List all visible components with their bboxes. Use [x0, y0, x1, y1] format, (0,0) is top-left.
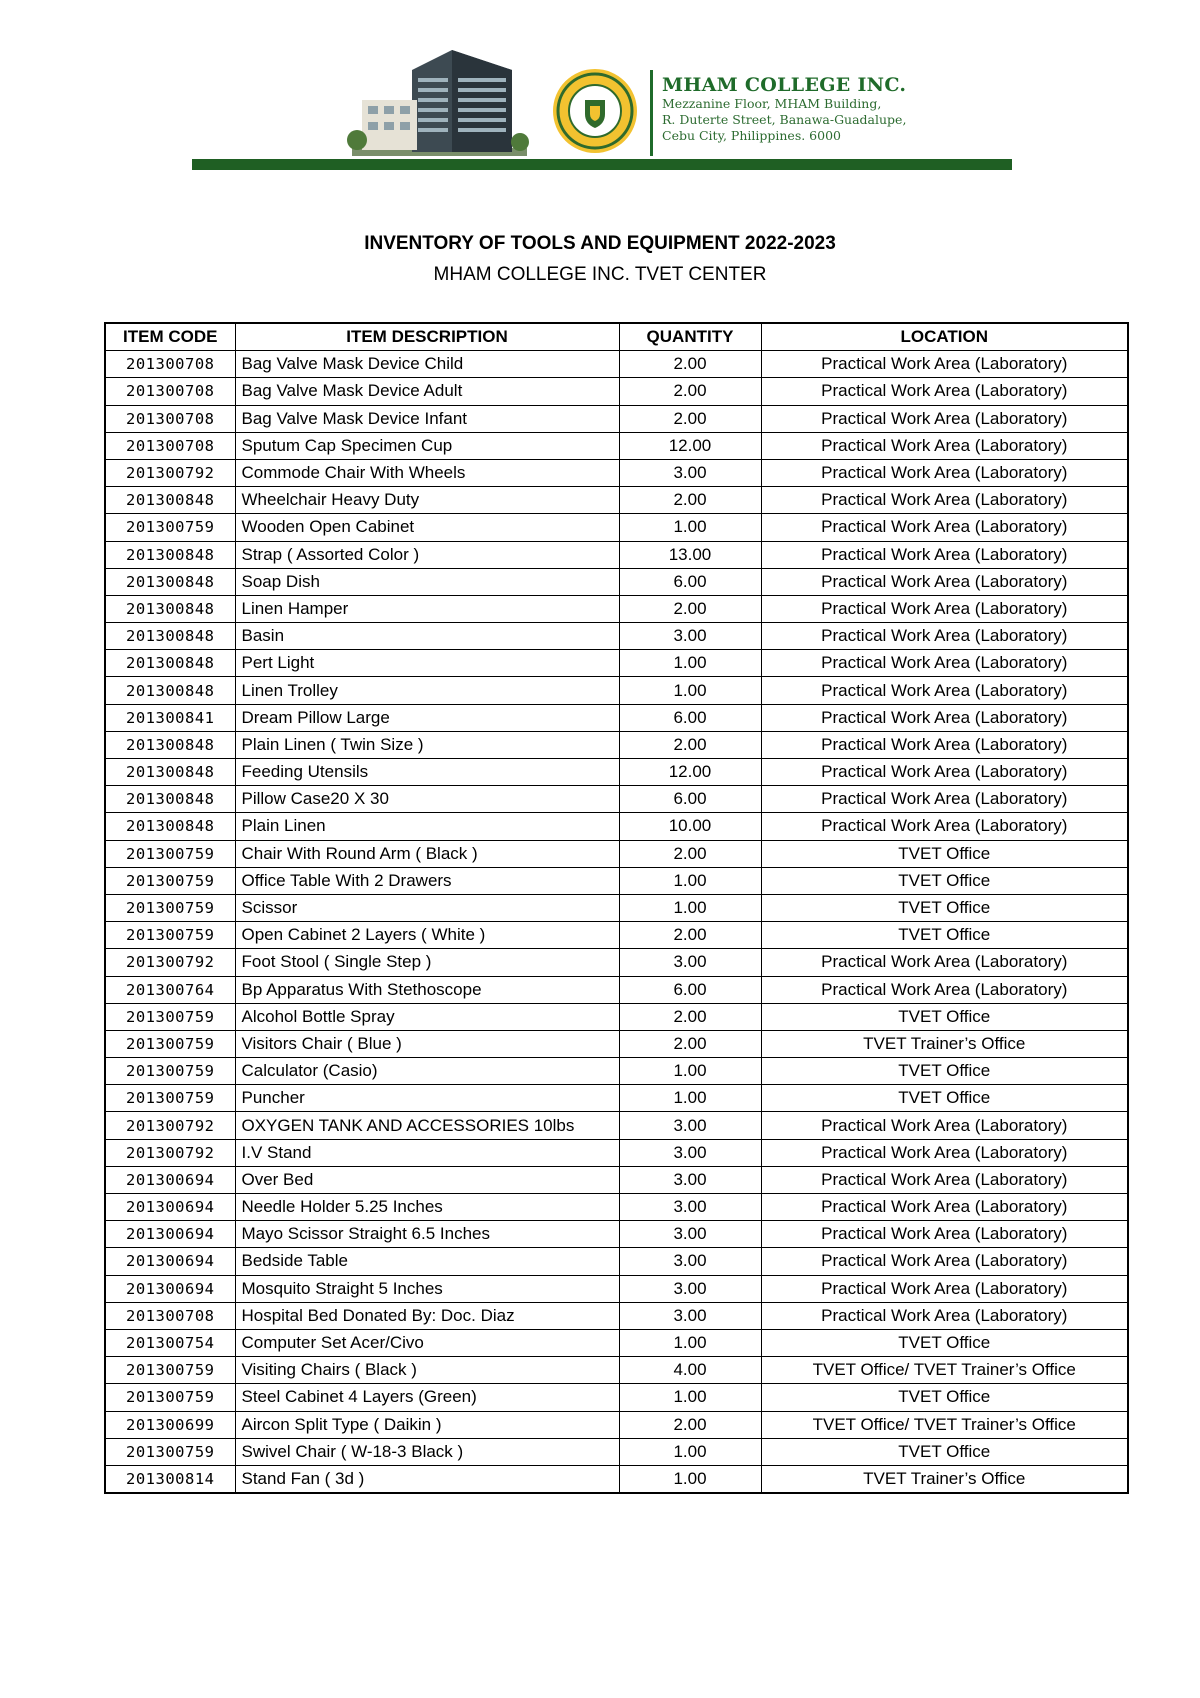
- location-cell: Practical Work Area (Laboratory): [761, 487, 1128, 514]
- quantity-cell: 6.00: [619, 704, 761, 731]
- table-row: [105, 813, 1128, 840]
- location-cell: Practical Work Area (Laboratory): [761, 813, 1128, 840]
- table-row: [105, 840, 1128, 867]
- table-row: [105, 1384, 1128, 1411]
- quantity-cell: 3.00: [619, 1275, 761, 1302]
- location-cell: Practical Work Area (Laboratory): [761, 595, 1128, 622]
- location-cell: TVET Office: [761, 1003, 1128, 1030]
- letterhead-green-bar: [192, 159, 1012, 170]
- location-cell: TVET Office: [761, 1384, 1128, 1411]
- table-row: [105, 568, 1128, 595]
- item-code-cell: 201300848: [105, 813, 235, 840]
- item-code-cell: 201300759: [105, 1438, 235, 1465]
- item-description-cell: Office Table With 2 Drawers: [235, 867, 619, 894]
- item-description-cell: Mayo Scissor Straight 6.5 Inches: [235, 1221, 619, 1248]
- item-code-cell: 201300708: [105, 432, 235, 459]
- item-code-cell: 201300694: [105, 1221, 235, 1248]
- table-header-row: [105, 323, 1128, 351]
- location-cell: Practical Work Area (Laboratory): [761, 568, 1128, 595]
- table-row: [105, 1302, 1128, 1329]
- quantity-cell: 1.00: [619, 650, 761, 677]
- item-code-cell: 201300759: [105, 894, 235, 921]
- item-code-cell: 201300848: [105, 731, 235, 758]
- item-code-cell: 201300814: [105, 1465, 235, 1493]
- table-row: [105, 541, 1128, 568]
- building-image: [342, 30, 532, 160]
- table-row: [105, 623, 1128, 650]
- item-description-cell: Steel Cabinet 4 Layers (Green): [235, 1384, 619, 1411]
- item-code-cell: 201300848: [105, 568, 235, 595]
- item-code-cell: 201300759: [105, 1384, 235, 1411]
- table-row: [105, 949, 1128, 976]
- table-row: [105, 405, 1128, 432]
- table-row: [105, 1221, 1128, 1248]
- table-row: [105, 1248, 1128, 1275]
- item-code-cell: 201300848: [105, 650, 235, 677]
- item-description-cell: Mosquito Straight 5 Inches: [235, 1275, 619, 1302]
- location-cell: TVET Office: [761, 1058, 1128, 1085]
- item-description-cell: Computer Set Acer/Civo: [235, 1329, 619, 1356]
- location-cell: TVET Office: [761, 894, 1128, 921]
- item-code-cell: 201300848: [105, 623, 235, 650]
- location-cell: Practical Work Area (Laboratory): [761, 514, 1128, 541]
- header-item-description: ITEM DESCRIPTION: [235, 323, 619, 351]
- item-description-cell: Linen Trolley: [235, 677, 619, 704]
- document-title: INVENTORY OF TOOLS AND EQUIPMENT 2022-2023: [364, 233, 836, 254]
- quantity-cell: 1.00: [619, 1058, 761, 1085]
- quantity-cell: 2.00: [619, 405, 761, 432]
- table-row: [105, 894, 1128, 921]
- item-description-cell: Wheelchair Heavy Duty: [235, 487, 619, 514]
- item-code-cell: 201300792: [105, 1112, 235, 1139]
- item-description-cell: Plain Linen: [235, 813, 619, 840]
- location-cell: Practical Work Area (Laboratory): [761, 1139, 1128, 1166]
- quantity-cell: 12.00: [619, 432, 761, 459]
- item-description-cell: Swivel Chair ( W-18-3 Black ): [235, 1438, 619, 1465]
- item-description-cell: Bag Valve Mask Device Adult: [235, 378, 619, 405]
- quantity-cell: 3.00: [619, 1302, 761, 1329]
- item-code-cell: 201300694: [105, 1248, 235, 1275]
- item-code-cell: 201300759: [105, 1030, 235, 1057]
- table-row: [105, 1003, 1128, 1030]
- location-cell: Practical Work Area (Laboratory): [761, 731, 1128, 758]
- table-row: [105, 1112, 1128, 1139]
- item-description-cell: Visitors Chair ( Blue ): [235, 1030, 619, 1057]
- item-code-cell: 201300699: [105, 1411, 235, 1438]
- item-code-cell: 201300759: [105, 867, 235, 894]
- quantity-cell: 3.00: [619, 1248, 761, 1275]
- table-row: [105, 432, 1128, 459]
- location-cell: Practical Work Area (Laboratory): [761, 1275, 1128, 1302]
- table-row: [105, 487, 1128, 514]
- location-cell: TVET Trainer’s Office: [761, 1030, 1128, 1057]
- table-row: [105, 595, 1128, 622]
- location-cell: Practical Work Area (Laboratory): [761, 677, 1128, 704]
- address-line-3: Cebu City, Philippines. 6000: [662, 128, 841, 143]
- location-cell: Practical Work Area (Laboratory): [761, 976, 1128, 1003]
- item-description-cell: Visiting Chairs ( Black ): [235, 1357, 619, 1384]
- item-description-cell: Bag Valve Mask Device Infant: [235, 405, 619, 432]
- table-row: [105, 650, 1128, 677]
- item-code-cell: 201300759: [105, 840, 235, 867]
- item-description-cell: Bedside Table: [235, 1248, 619, 1275]
- table-row: [105, 514, 1128, 541]
- item-code-cell: 201300708: [105, 351, 235, 378]
- table-row: [105, 351, 1128, 378]
- item-description-cell: Needle Holder 5.25 Inches: [235, 1194, 619, 1221]
- quantity-cell: 2.00: [619, 731, 761, 758]
- item-description-cell: Aircon Split Type ( Daikin ): [235, 1411, 619, 1438]
- quantity-cell: 1.00: [619, 1465, 761, 1493]
- quantity-cell: 12.00: [619, 759, 761, 786]
- item-description-cell: Scissor: [235, 894, 619, 921]
- item-description-cell: Puncher: [235, 1085, 619, 1112]
- item-code-cell: 201300759: [105, 1357, 235, 1384]
- quantity-cell: 2.00: [619, 1003, 761, 1030]
- item-code-cell: 201300694: [105, 1194, 235, 1221]
- table-row: [105, 1085, 1128, 1112]
- quantity-cell: 2.00: [619, 487, 761, 514]
- item-description-cell: Linen Hamper: [235, 595, 619, 622]
- location-cell: TVET Trainer’s Office: [761, 1465, 1128, 1493]
- quantity-cell: 3.00: [619, 1221, 761, 1248]
- item-description-cell: Chair With Round Arm ( Black ): [235, 840, 619, 867]
- item-description-cell: Strap ( Assorted Color ): [235, 541, 619, 568]
- item-description-cell: I.V Stand: [235, 1139, 619, 1166]
- quantity-cell: 2.00: [619, 922, 761, 949]
- location-cell: Practical Work Area (Laboratory): [761, 786, 1128, 813]
- letterhead-divider: [650, 70, 653, 156]
- location-cell: Practical Work Area (Laboratory): [761, 1248, 1128, 1275]
- location-cell: Practical Work Area (Laboratory): [761, 623, 1128, 650]
- item-code-cell: 201300708: [105, 405, 235, 432]
- location-cell: Practical Work Area (Laboratory): [761, 432, 1128, 459]
- location-cell: Practical Work Area (Laboratory): [761, 650, 1128, 677]
- item-code-cell: 201300792: [105, 459, 235, 486]
- table-row: [105, 1329, 1128, 1356]
- table-row: [105, 786, 1128, 813]
- quantity-cell: 10.00: [619, 813, 761, 840]
- item-code-cell: 201300759: [105, 1085, 235, 1112]
- table-row: [105, 459, 1128, 486]
- item-code-cell: 201300754: [105, 1329, 235, 1356]
- quantity-cell: 4.00: [619, 1357, 761, 1384]
- item-description-cell: Bag Valve Mask Device Child: [235, 351, 619, 378]
- college-name: MHAM COLLEGE INC.: [662, 74, 907, 96]
- quantity-cell: 3.00: [619, 1112, 761, 1139]
- location-cell: Practical Work Area (Laboratory): [761, 704, 1128, 731]
- location-cell: TVET Office: [761, 1085, 1128, 1112]
- table-row: [105, 922, 1128, 949]
- item-description-cell: Stand Fan ( 3d ): [235, 1465, 619, 1493]
- quantity-cell: 1.00: [619, 1438, 761, 1465]
- quantity-cell: 2.00: [619, 351, 761, 378]
- header-item-code: ITEM CODE: [105, 323, 235, 351]
- item-code-cell: 201300848: [105, 759, 235, 786]
- item-description-cell: Alcohol Bottle Spray: [235, 1003, 619, 1030]
- location-cell: TVET Office: [761, 867, 1128, 894]
- item-code-cell: 201300759: [105, 922, 235, 949]
- table-row: [105, 1030, 1128, 1057]
- location-cell: Practical Work Area (Laboratory): [761, 1194, 1128, 1221]
- item-description-cell: Over Bed: [235, 1166, 619, 1193]
- item-description-cell: Soap Dish: [235, 568, 619, 595]
- item-description-cell: Pillow Case20 X 30: [235, 786, 619, 813]
- location-cell: Practical Work Area (Laboratory): [761, 405, 1128, 432]
- item-code-cell: 201300848: [105, 541, 235, 568]
- item-code-cell: 201300694: [105, 1275, 235, 1302]
- quantity-cell: 2.00: [619, 840, 761, 867]
- item-code-cell: 201300708: [105, 378, 235, 405]
- item-description-cell: Foot Stool ( Single Step ): [235, 949, 619, 976]
- location-cell: Practical Work Area (Laboratory): [761, 759, 1128, 786]
- location-cell: Practical Work Area (Laboratory): [761, 1302, 1128, 1329]
- table-row: [105, 1411, 1128, 1438]
- item-description-cell: Wooden Open Cabinet: [235, 514, 619, 541]
- location-cell: Practical Work Area (Laboratory): [761, 1112, 1128, 1139]
- table-row: [105, 1357, 1128, 1384]
- item-code-cell: 201300848: [105, 786, 235, 813]
- item-description-cell: OXYGEN TANK AND ACCESSORIES 10lbs: [235, 1112, 619, 1139]
- item-description-cell: Plain Linen ( Twin Size ): [235, 731, 619, 758]
- item-code-cell: 201300792: [105, 1139, 235, 1166]
- table-row: [105, 378, 1128, 405]
- location-cell: TVET Office/ TVET Trainer’s Office: [761, 1357, 1128, 1384]
- college-info: [662, 74, 906, 144]
- quantity-cell: 2.00: [619, 1030, 761, 1057]
- location-cell: Practical Work Area (Laboratory): [761, 378, 1128, 405]
- item-description-cell: Dream Pillow Large: [235, 704, 619, 731]
- location-cell: Practical Work Area (Laboratory): [761, 1166, 1128, 1193]
- table-row: [105, 976, 1128, 1003]
- header-quantity: QUANTITY: [619, 323, 761, 351]
- quantity-cell: 3.00: [619, 1194, 761, 1221]
- quantity-cell: 1.00: [619, 1085, 761, 1112]
- location-cell: Practical Work Area (Laboratory): [761, 1221, 1128, 1248]
- table-row: [105, 677, 1128, 704]
- quantity-cell: 3.00: [619, 623, 761, 650]
- table-row: [105, 1058, 1128, 1085]
- address-line-2: R. Duterte Street, Banawa-Guadalupe,: [662, 112, 907, 127]
- table-row: [105, 1465, 1128, 1493]
- quantity-cell: 3.00: [619, 1166, 761, 1193]
- quantity-cell: 1.00: [619, 1329, 761, 1356]
- location-cell: Practical Work Area (Laboratory): [761, 949, 1128, 976]
- item-code-cell: 201300848: [105, 487, 235, 514]
- location-cell: TVET Office/ TVET Trainer’s Office: [761, 1411, 1128, 1438]
- item-description-cell: Commode Chair With Wheels: [235, 459, 619, 486]
- table-row: [105, 1438, 1128, 1465]
- item-code-cell: 201300792: [105, 949, 235, 976]
- item-description-cell: Sputum Cap Specimen Cup: [235, 432, 619, 459]
- table-row: [105, 731, 1128, 758]
- header-location: LOCATION: [761, 323, 1128, 351]
- inventory-table: [104, 322, 1129, 1494]
- item-code-cell: 201300708: [105, 1302, 235, 1329]
- item-code-cell: 201300848: [105, 677, 235, 704]
- item-description-cell: Basin: [235, 623, 619, 650]
- quantity-cell: 1.00: [619, 677, 761, 704]
- table-row: [105, 867, 1128, 894]
- quantity-cell: 2.00: [619, 595, 761, 622]
- item-code-cell: 201300759: [105, 1058, 235, 1085]
- quantity-cell: 6.00: [619, 976, 761, 1003]
- location-cell: TVET Office: [761, 1329, 1128, 1356]
- quantity-cell: 2.00: [619, 378, 761, 405]
- table-body: [105, 351, 1128, 1493]
- quantity-cell: 1.00: [619, 867, 761, 894]
- item-code-cell: 201300694: [105, 1166, 235, 1193]
- table-row: [105, 704, 1128, 731]
- table-row: [105, 1139, 1128, 1166]
- item-code-cell: 201300841: [105, 704, 235, 731]
- location-cell: TVET Office: [761, 1438, 1128, 1465]
- quantity-cell: 6.00: [619, 568, 761, 595]
- quantity-cell: 3.00: [619, 459, 761, 486]
- table-row: [105, 759, 1128, 786]
- address-line-1: Mezzanine Floor, MHAM Building,: [662, 96, 882, 111]
- document-subtitle: MHAM COLLEGE INC. TVET CENTER: [433, 264, 767, 285]
- item-code-cell: 201300759: [105, 1003, 235, 1030]
- item-code-cell: 201300848: [105, 595, 235, 622]
- location-cell: Practical Work Area (Laboratory): [761, 351, 1128, 378]
- location-cell: TVET Office: [761, 840, 1128, 867]
- quantity-cell: 3.00: [619, 949, 761, 976]
- location-cell: TVET Office: [761, 922, 1128, 949]
- item-code-cell: 201300764: [105, 976, 235, 1003]
- college-seal-logo: [552, 68, 638, 154]
- quantity-cell: 1.00: [619, 894, 761, 921]
- letterhead: [192, 30, 1012, 170]
- quantity-cell: 1.00: [619, 1384, 761, 1411]
- quantity-cell: 1.00: [619, 514, 761, 541]
- quantity-cell: 6.00: [619, 786, 761, 813]
- item-description-cell: Feeding Utensils: [235, 759, 619, 786]
- quantity-cell: 3.00: [619, 1139, 761, 1166]
- item-description-cell: Open Cabinet 2 Layers ( White ): [235, 922, 619, 949]
- item-description-cell: Pert Light: [235, 650, 619, 677]
- table-row: [105, 1275, 1128, 1302]
- location-cell: Practical Work Area (Laboratory): [761, 541, 1128, 568]
- item-code-cell: 201300759: [105, 514, 235, 541]
- item-description-cell: Hospital Bed Donated By: Doc. Diaz: [235, 1302, 619, 1329]
- location-cell: Practical Work Area (Laboratory): [761, 459, 1128, 486]
- table-row: [105, 1166, 1128, 1193]
- quantity-cell: 13.00: [619, 541, 761, 568]
- item-description-cell: Bp Apparatus With Stethoscope: [235, 976, 619, 1003]
- table-row: [105, 1194, 1128, 1221]
- quantity-cell: 2.00: [619, 1411, 761, 1438]
- item-description-cell: Calculator (Casio): [235, 1058, 619, 1085]
